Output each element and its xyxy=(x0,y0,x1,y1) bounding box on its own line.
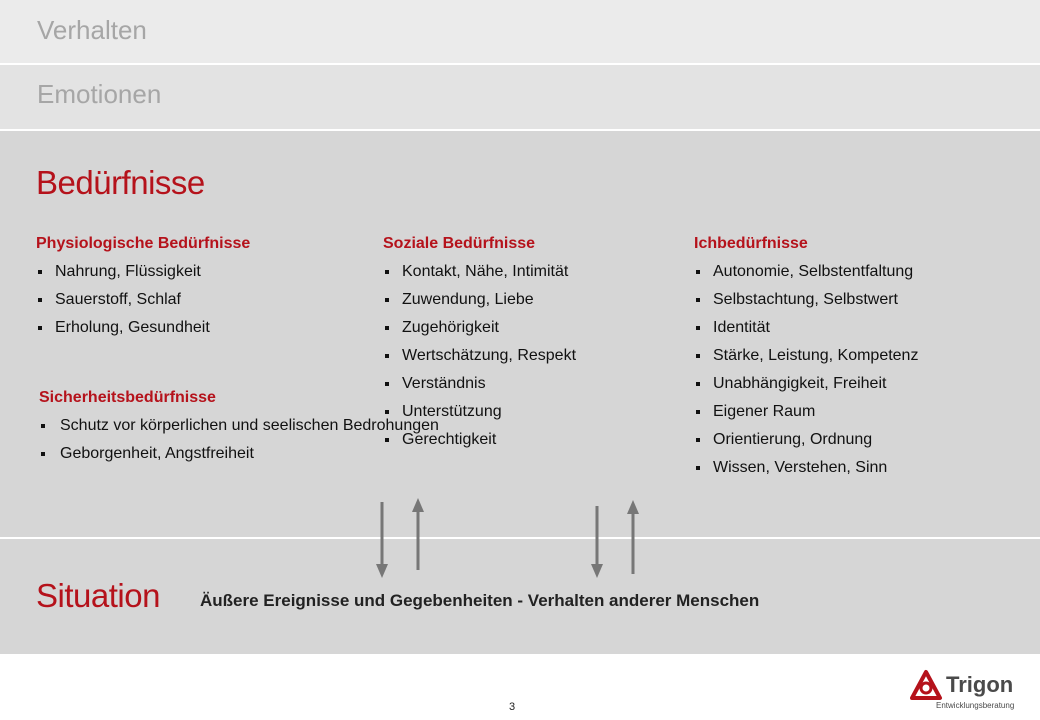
group-title: Sicherheitsbedürfnisse xyxy=(39,389,216,406)
list-item: Orientierung, Ordnung xyxy=(694,426,918,454)
list-item: Schutz vor körperlichen und seelischen Bedrohungen xyxy=(39,412,439,440)
list-item: Unabhängigkeit, Freiheit xyxy=(694,370,918,398)
trigon-logo xyxy=(906,666,1016,714)
bullet-list xyxy=(694,258,918,482)
list-item: Zugehörigkeit xyxy=(383,314,576,342)
list-item: Nahrung, Flüssigkeit xyxy=(36,258,250,286)
list-item: Gerechtigkeit xyxy=(383,426,576,454)
group-ichbeduerfnisse xyxy=(694,230,918,482)
list-item: Unterstützung xyxy=(383,398,576,426)
list-item: Sauerstoff, Schlaf xyxy=(36,286,250,314)
page-title-beduerfnisse: Bedürfnisse xyxy=(36,164,205,201)
layer-label-emotionen: Emotionen xyxy=(37,79,162,109)
logo-name: Trigon xyxy=(946,672,1014,697)
group-title: Physiologische Bedürfnisse xyxy=(36,235,251,252)
list-item: Selbstachtung, Selbstwert xyxy=(694,286,918,314)
list-item: Autonomie, Selbstentfaltung xyxy=(694,258,918,286)
list-item: Verständnis xyxy=(383,370,576,398)
bullet-list xyxy=(36,258,250,342)
list-item: Stärke, Leistung, Kompetenz xyxy=(694,342,918,370)
situation-description: Äußere Ereignisse und Gegebenheiten - Verhalten anderer Menschen xyxy=(200,591,760,610)
group-sicherheitsbeduerfnisse xyxy=(39,384,439,468)
list-item: Geborgenheit, Angstfreiheit xyxy=(39,440,439,468)
group-physiologische-beduerfnisse xyxy=(36,230,250,342)
layer-verhalten-band xyxy=(0,0,1040,63)
layer-label-verhalten: Verhalten xyxy=(37,15,147,45)
page-number: 3 xyxy=(509,701,516,713)
group-title: Soziale Bedürfnisse xyxy=(383,235,536,252)
list-item: Identität xyxy=(694,314,918,342)
group-title: Ichbedürfnisse xyxy=(694,235,808,252)
list-item: Eigener Raum xyxy=(694,398,918,426)
situation-title: Situation xyxy=(36,577,160,614)
logo-subtitle: Entwicklungsberatung xyxy=(936,701,1015,710)
list-item: Wertschätzung, Respekt xyxy=(383,342,576,370)
list-item: Kontakt, Nähe, Intimität xyxy=(383,258,576,286)
list-item: Zuwendung, Liebe xyxy=(383,286,576,314)
list-item: Erholung, Gesundheit xyxy=(36,314,250,342)
list-item: Wissen, Verstehen, Sinn xyxy=(694,454,918,482)
bullet-list xyxy=(39,412,439,468)
trigon-logo-icon xyxy=(908,668,944,702)
